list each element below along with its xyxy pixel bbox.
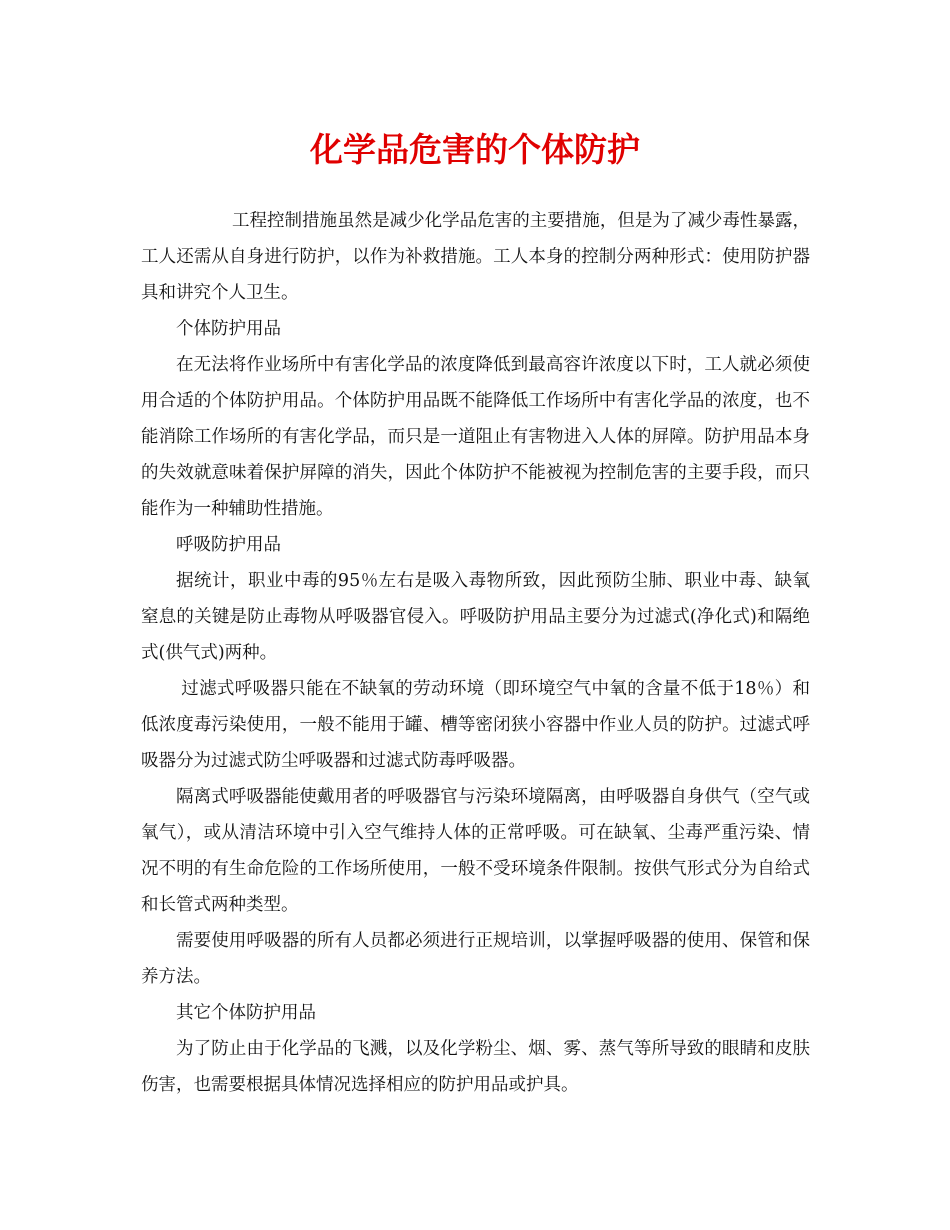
paragraph-personal-protection: 在无法将作业场所中有害化学品的浓度降低到最高容许浓度以下时，工人就必须使用合适的个体防护用品。个体防护用品既不能降低工作场所中有害化学品的浓度，也不能消除工作场所的有害化学品，而只是一道阻止有害物进入人体的屏障。防护用品本身的失效就意味着保护屏障的消失，因此个体防护不能被视为控制危害的主要手段，而只能作为一种辅助性措施。 [141, 355, 810, 519]
section-heading-personal-protection: 个体防护用品 [176, 319, 281, 339]
section-heading-other-protection: 其它个体防护用品 [176, 1003, 316, 1023]
paragraph-intro: 工程控制措施虽然是减少化学品危害的主要措施，但是为了减少毒性暴露，工人还需从自身进行防护，以作为补救措施。工人本身的控制分两种形式：使用防护器具和讲究个人卫生。 [141, 211, 810, 303]
paragraph-training: 需要使用呼吸器的所有人员都必须进行正规培训，以掌握呼吸器的使用、保管和保养方法。 [141, 931, 810, 987]
document-title: 化学品危害的个体防护 [310, 130, 640, 169]
paragraph-respiratory-stats: 据统计，职业中毒的95％左右是吸入毒物所致，因此预防尘肺、职业中毒、缺氧窒息的关键是防止毒物从呼吸器官侵入。呼吸防护用品主要分为过滤式(净化式)和隔绝式(供气式)两种。 [141, 571, 810, 663]
document-body [141, 203, 810, 1103]
paragraph-isolation-respirator: 隔离式呼吸器能使戴用者的呼吸器官与污染环境隔离，由呼吸器自身供气（空气或氧气），或从清洁环境中引入空气维持人体的正常呼吸。可在缺氧、尘毒严重污染、情况不明的有生命危险的工作场所使用，一般不受环境条件限制。按供气形式分为自给式和长管式两种类型。 [141, 787, 810, 915]
paragraph-filter-respirator: 过滤式呼吸器只能在不缺氧的劳动环境（即环境空气中氧的含量不低于18％）和低浓度毒污染使用，一般不能用于罐、槽等密闭狭小容器中作业人员的防护。过滤式呼吸器分为过滤式防尘呼吸器和过滤式防毒呼吸器。 [141, 679, 810, 771]
section-heading-respiratory: 呼吸防护用品 [176, 535, 281, 555]
paragraph-other-protection: 为了防止由于化学品的飞溅，以及化学粉尘、烟、雾、蒸气等所导致的眼睛和皮肤伤害，也需要根据具体情况选择相应的防护用品或护具。 [141, 1039, 810, 1095]
